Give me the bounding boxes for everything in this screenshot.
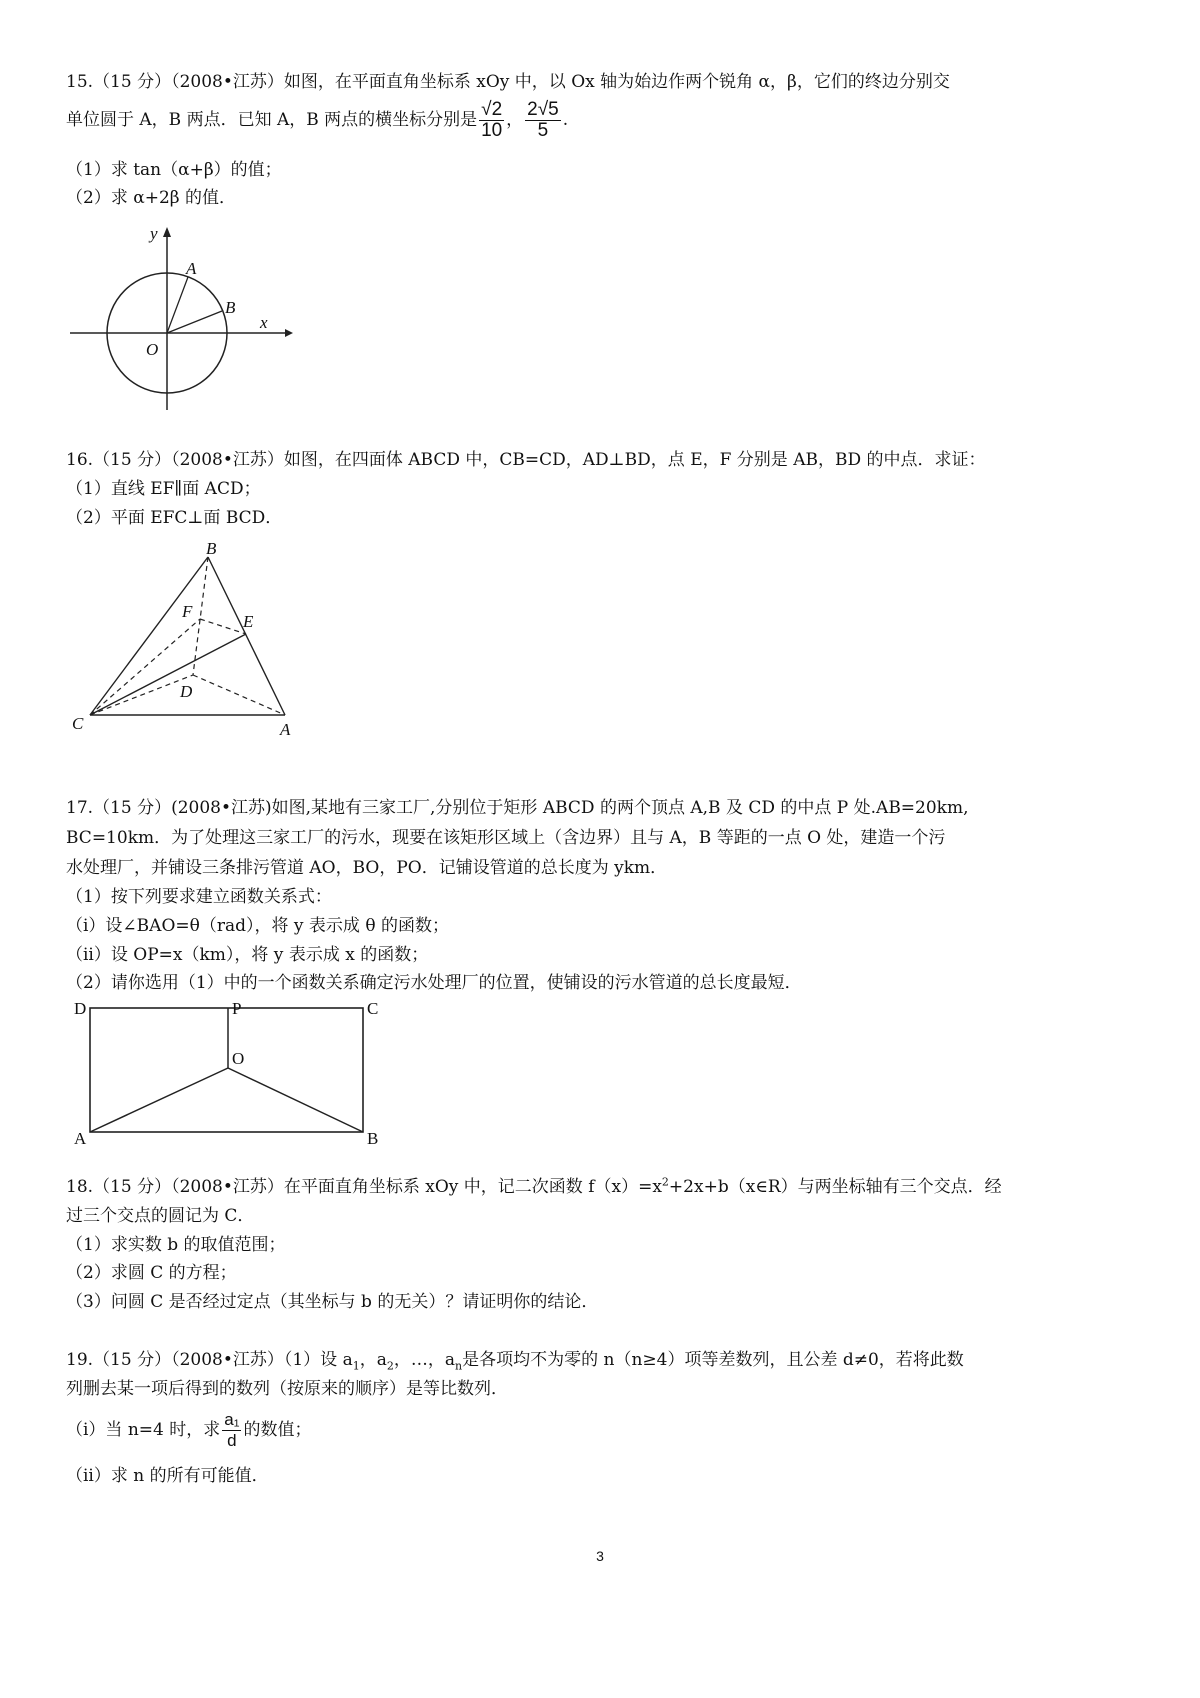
q17-sub1: （1）按下列要求建立函数关系式： bbox=[66, 887, 332, 907]
term: ，…，a bbox=[393, 1350, 455, 1370]
label-a: A bbox=[74, 1129, 87, 1148]
q15-line2: 单位圆于 A，B 两点．已知 A，B 两点的横坐标分别是 bbox=[66, 110, 478, 130]
label-d: D bbox=[180, 682, 193, 701]
label-b: B bbox=[367, 1129, 379, 1148]
q18-line1: 18.（15 分）（2008•江苏）在平面直角坐标系 xOy 中，记二次函数 f（x）=x bbox=[66, 1177, 662, 1197]
numerator: √2 bbox=[481, 99, 503, 120]
exponent: 2 bbox=[661, 1175, 669, 1189]
pipe-bo bbox=[228, 1068, 363, 1132]
q19-line1-end: 是各项均不为零的 n（n≥4）项等差数列，且公差 d≠0，若将此数 bbox=[462, 1350, 964, 1370]
label-o: O bbox=[146, 340, 159, 359]
q18-sub3: （3）问圆 C 是否经过定点（其坐标与 b 的无关）？请证明你的结论． bbox=[66, 1292, 599, 1312]
separator: ， bbox=[506, 110, 524, 130]
tetrahedron-figure bbox=[60, 537, 320, 742]
label-y: y bbox=[150, 224, 158, 243]
q18-sub2: （2）求圆 C 的方程； bbox=[66, 1263, 237, 1283]
denominator: d bbox=[227, 1431, 237, 1450]
q19-line1: 19.（15 分）（2008•江苏）（1）设 a bbox=[66, 1350, 353, 1370]
q17-sub-i: （i）设∠BAO=θ（rad），将 y 表示成 θ 的函数； bbox=[66, 916, 449, 936]
ray-oa bbox=[167, 277, 188, 333]
q15-text: 15.（15 分）（2008•江苏）如图，在平面直角坐标系 xOy 中，以 Ox 轴为始边作两个锐角 α，β，它们的终边分别交 bbox=[66, 72, 950, 92]
label-b: B bbox=[206, 539, 217, 558]
term: ，a bbox=[359, 1350, 387, 1370]
q19-sub-ii: （ii）求 n 的所有可能值． bbox=[66, 1466, 269, 1486]
q17-sub2: （2）请你选用（1）中的一个函数关系确定污水处理厂的位置，使铺设的污水管道的总长度最短． bbox=[66, 973, 802, 993]
unit-circle-figure bbox=[60, 215, 300, 415]
q18-line1-end: +2x+b（x∈R）与两坐标轴有三个交点．经 bbox=[668, 1177, 1002, 1197]
label-a: A bbox=[186, 259, 197, 278]
label-c: C bbox=[367, 999, 379, 1018]
q17-sub-ii: （ii）设 OP=x（km），将 y 表示成 x 的函数； bbox=[66, 945, 429, 965]
label-e: E bbox=[243, 612, 254, 631]
fraction bbox=[222, 1410, 241, 1451]
q15-sub1: （1）求 tan（α+β）的值； bbox=[66, 160, 282, 180]
q18-text-line2: 过三个交点的圆记为 C． bbox=[66, 1206, 255, 1226]
label-b: B bbox=[225, 298, 236, 317]
label-o: O bbox=[232, 1049, 245, 1068]
edge-ba bbox=[208, 557, 285, 715]
fraction bbox=[525, 100, 561, 141]
y-arrow-icon bbox=[163, 227, 171, 237]
q15-sub2: （2）求 α+2β 的值． bbox=[66, 188, 236, 208]
q15-text-line2 bbox=[66, 100, 568, 141]
q19-text bbox=[66, 1349, 964, 1371]
subscript: 2 bbox=[386, 1359, 394, 1373]
q16-text: 16.（15 分）（2008•江苏）如图，在四面体 ABCD 中，CB=CD，AD⊥BD，点 E，F 分别是 AB，BD 的中点．求证： bbox=[66, 450, 986, 470]
q19-sub-i bbox=[66, 1410, 311, 1451]
q17-text: 17.（15 分）(2008•江苏)如图,某地有三家工厂,分别位于矩形 ABCD 的两个顶点 A,B 及 CD 的中点 P 处.AB=20km, bbox=[66, 798, 969, 818]
q18-text bbox=[66, 1176, 1002, 1198]
pipe-ao bbox=[90, 1068, 228, 1132]
numerator: 2√5 bbox=[527, 99, 559, 120]
q19-text-line2: 列删去某一项后得到的数列（按原来的顺序）是等比数列． bbox=[66, 1379, 508, 1399]
fraction bbox=[479, 100, 504, 141]
q17-text-line3: 水处理厂，并铺设三条排污管道 AO，BO，PO．记铺设管道的总长度为 ykm． bbox=[66, 858, 668, 878]
x-arrow-icon bbox=[285, 329, 293, 337]
label-f: F bbox=[182, 602, 193, 621]
ray-ob bbox=[167, 311, 222, 333]
subscript: 1 bbox=[352, 1359, 360, 1373]
segment-ce bbox=[90, 634, 246, 715]
subscript: n bbox=[455, 1359, 463, 1373]
q18-sub1: （1）求实数 b 的取值范围； bbox=[66, 1235, 286, 1255]
q19-sub-i-text: （i）当 n=4 时，求 bbox=[66, 1420, 221, 1440]
label-c: C bbox=[72, 714, 84, 733]
label-d: D bbox=[74, 999, 87, 1018]
edge-da bbox=[193, 675, 285, 715]
label-a: A bbox=[280, 720, 291, 739]
q19-sub-i-end: 的数值； bbox=[243, 1420, 312, 1440]
q17-text-line2: BC=10km．为了处理这三家工厂的污水，现要在该矩形区域上（含边界）且与 A，B 等距的一点 O 处，建造一个污 bbox=[66, 828, 946, 848]
q16-sub2: （2）平面 EFC⊥面 BCD． bbox=[66, 508, 283, 528]
label-x: x bbox=[260, 313, 268, 332]
label-p: P bbox=[232, 999, 242, 1018]
page-number: 3 bbox=[596, 1548, 604, 1564]
rectangle-figure bbox=[70, 998, 400, 1148]
denominator: 10 bbox=[481, 120, 503, 141]
q16-sub1: （1）直线 EF∥面 ACD； bbox=[66, 479, 261, 499]
period: . bbox=[562, 110, 569, 130]
denominator: 5 bbox=[537, 120, 549, 141]
numerator: a₁ bbox=[224, 1410, 240, 1429]
